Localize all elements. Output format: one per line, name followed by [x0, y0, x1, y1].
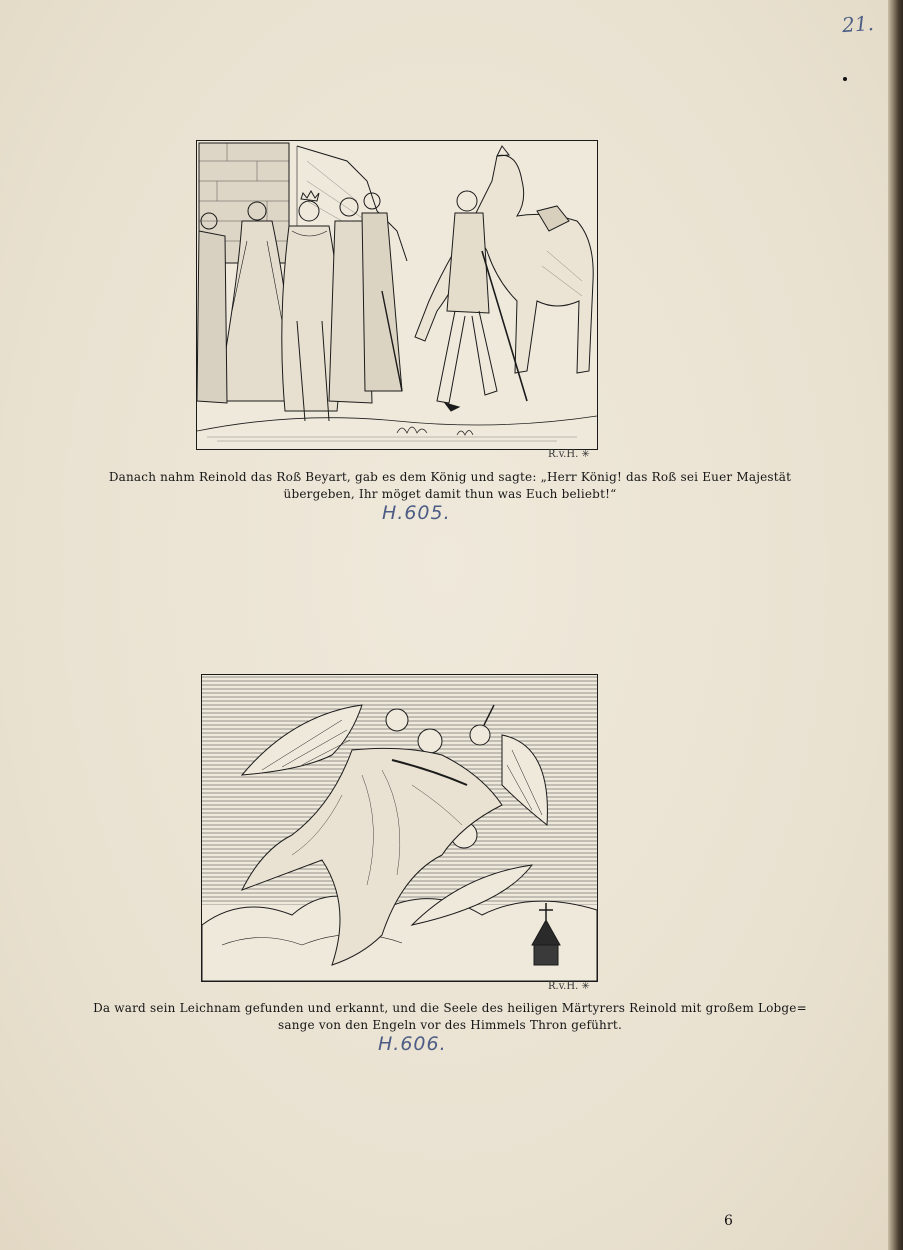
page-number: 6 [724, 1213, 733, 1229]
caption-line: übergeben, Ihr möget damit thun was Euch beliebt!“ [283, 487, 617, 501]
engraving-2-drawing [202, 675, 597, 981]
caption-line: sange von den Engeln vor des Himmels Thron geführt. [278, 1018, 622, 1032]
caption-line: Danach nahm Reinold das Roß Beyart, gab es dem König und sagte: „Herr König! das Roß sei Euer Majestät [108, 470, 792, 484]
engraving-1-drawing [197, 141, 597, 449]
inventory-number: H.606. [378, 1033, 447, 1055]
engraver-signature: R.v.H. ✳ [548, 981, 590, 992]
caption-plate-1 [80, 469, 820, 503]
engraver-signature: R.v.H. ✳ [548, 449, 590, 460]
ink-dot [843, 77, 847, 81]
caption-line: Da ward sein Leichnam gefunden und erkannt, und die Seele des heiligen Märtyrers Reinold mit großem Lobge= [93, 1001, 807, 1015]
caption-plate-2 [80, 1000, 820, 1034]
engraving-horse-presentation [196, 140, 598, 450]
folio-number: 21. [841, 10, 875, 38]
engraving-soul-carried-by-angels [201, 674, 598, 982]
inventory-number: H.605. [382, 502, 451, 524]
book-binding-edge [888, 0, 903, 1250]
